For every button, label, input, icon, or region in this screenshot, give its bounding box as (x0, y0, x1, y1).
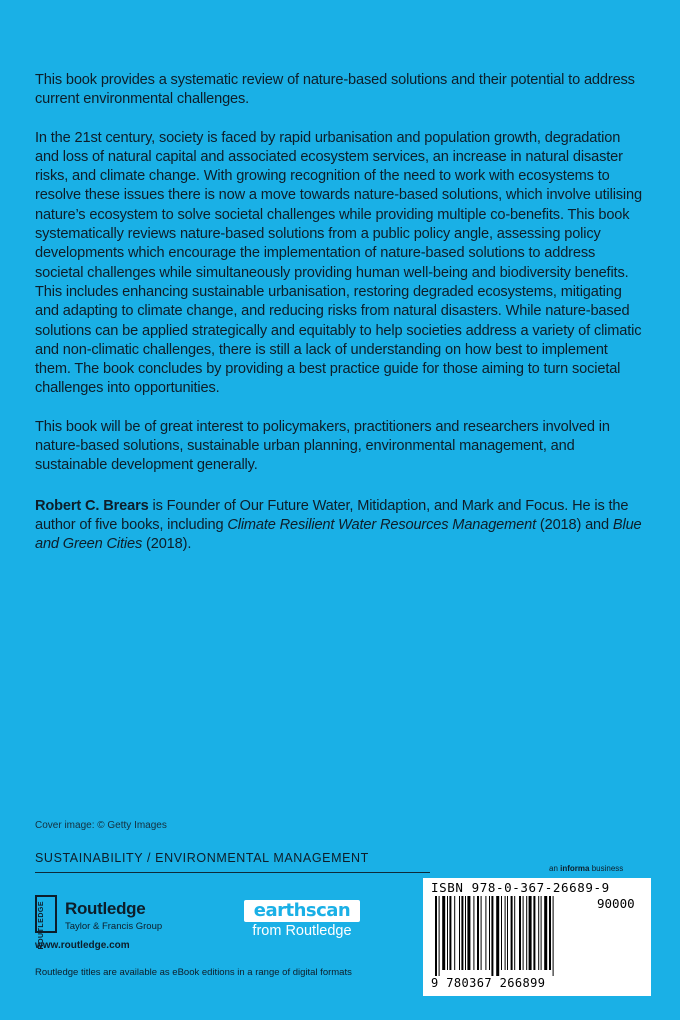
barcode-bar (481, 896, 482, 970)
barcode-bar (553, 896, 554, 976)
barcode-bar (485, 896, 486, 970)
isbn-label: ISBN 978-0-367-26689-9 (431, 880, 610, 895)
cover-image-credit: Cover image: © Getty Images (35, 820, 167, 831)
subject-category: SUSTAINABILITY / ENVIRONMENTAL MANAGEMENT (35, 851, 369, 865)
ebook-note: Routledge titles are available as eBook editions in a range of digital formats (35, 967, 352, 978)
barcode-bar (465, 896, 466, 970)
barcode-bar (519, 896, 521, 970)
author-bio-text-2: (2018) and (536, 516, 613, 533)
earthscan-logo (244, 900, 360, 939)
category-rule (35, 872, 430, 873)
informa-tagline (549, 864, 623, 873)
price-code: 90000 (597, 896, 635, 911)
ean-digits: 9 780367 266899 (431, 976, 546, 990)
informa-prefix: an (549, 864, 561, 873)
barcode-bar (541, 896, 542, 970)
barcode-bar (496, 896, 499, 976)
routledge-mark-icon (35, 895, 57, 950)
barcode-bar (473, 896, 474, 970)
author-bio (35, 497, 645, 555)
informa-suffix: business (589, 864, 624, 873)
barcode-bar (449, 896, 451, 970)
informa-brand: informa (560, 864, 590, 873)
earthscan-from: from Routledge (252, 923, 352, 939)
barcode-bar (526, 896, 527, 970)
barcode-bar (489, 896, 490, 970)
barcode-bar (514, 896, 515, 970)
barcode-bar (533, 896, 535, 970)
barcode-bars-icon (433, 896, 593, 976)
barcode-bar (454, 896, 455, 970)
barcode-bar (544, 896, 547, 970)
barcode-bar (505, 896, 506, 970)
earthscan-wordmark: earthscan (244, 900, 360, 922)
publisher-url: www.routledge.com (35, 940, 130, 951)
barcode-bar (447, 896, 448, 970)
barcode-bar (459, 896, 460, 970)
barcode-bar (442, 896, 445, 970)
barcode-bar (467, 896, 470, 970)
routledge-name: Routledge (65, 899, 146, 918)
blurb-intro: This book provides a systematic review of nature-based solutions and their potential to address current environmental challenges. (35, 72, 635, 108)
barcode-bar (523, 896, 524, 970)
routledge-group: Taylor & Francis Group (65, 921, 163, 932)
barcode-bar (477, 896, 479, 970)
author-name: Robert C. Brears (35, 497, 149, 514)
blurb-audience: This book will be of great interest to policymakers, practitioners and researchers involved in nature-based solutions, sustainable urban planning, environmental management, and sustainable development generally. (35, 418, 610, 474)
author-bio-text-3: (2018). (142, 536, 192, 553)
barcode-bar (538, 896, 539, 970)
barcode-bar (501, 896, 502, 970)
author-book-2: Blue and Green Cities (35, 516, 642, 553)
barcode-bar (511, 896, 513, 970)
back-cover-copy (35, 71, 645, 574)
author-bio-text-1: is Founder of Our Future Water, Mitidaption, and Mark and Focus. He is the author of five books, including (35, 497, 629, 533)
blurb-body: In the 21st century, society is faced by rapid urbanisation and population growth, degradation and loss of natural capital and associated ecosystem services, an increase in natural disaster risks, and climate change. With growing recognition of the need to work with ecosystems to resolve these issues there is now a move towards nature-based solutions, which involve utilising nature’s ecosystem to solve societal challenges while providing multiple co-benefits. This book systematically reviews nature-based solutions from a public policy angle, assessing policy developments which encourage the implementation of nature-based solutions to address societal challenges while simultaneously providing human well-being and biodiversity benefits. This includes enhancing sustainable urbanisation, restoring degraded ecosystems, mitigating and adapting to climate change, and reducing risks from natural disasters. While nature-based solutions can be applied strategically and equitably to help societies address a variety of climatic and non-climatic challenges, there is still a lack of understanding on how best to implement them. The book concludes by providing a best practice guide for those aiming to turn societal challenges into opportunities. (35, 129, 642, 397)
barcode-bar (507, 896, 508, 970)
barcode-bar (435, 896, 437, 976)
barcode-bar (491, 896, 493, 976)
isbn-barcode (423, 878, 651, 996)
barcode-bar (529, 896, 532, 970)
author-book-1: Climate Resilient Water Resources Management (227, 516, 536, 533)
barcode-bar (461, 896, 463, 970)
routledge-mark-text: ROUTLEDGE (38, 901, 45, 950)
barcode-bar (549, 896, 551, 970)
barcode-bar (439, 896, 440, 976)
